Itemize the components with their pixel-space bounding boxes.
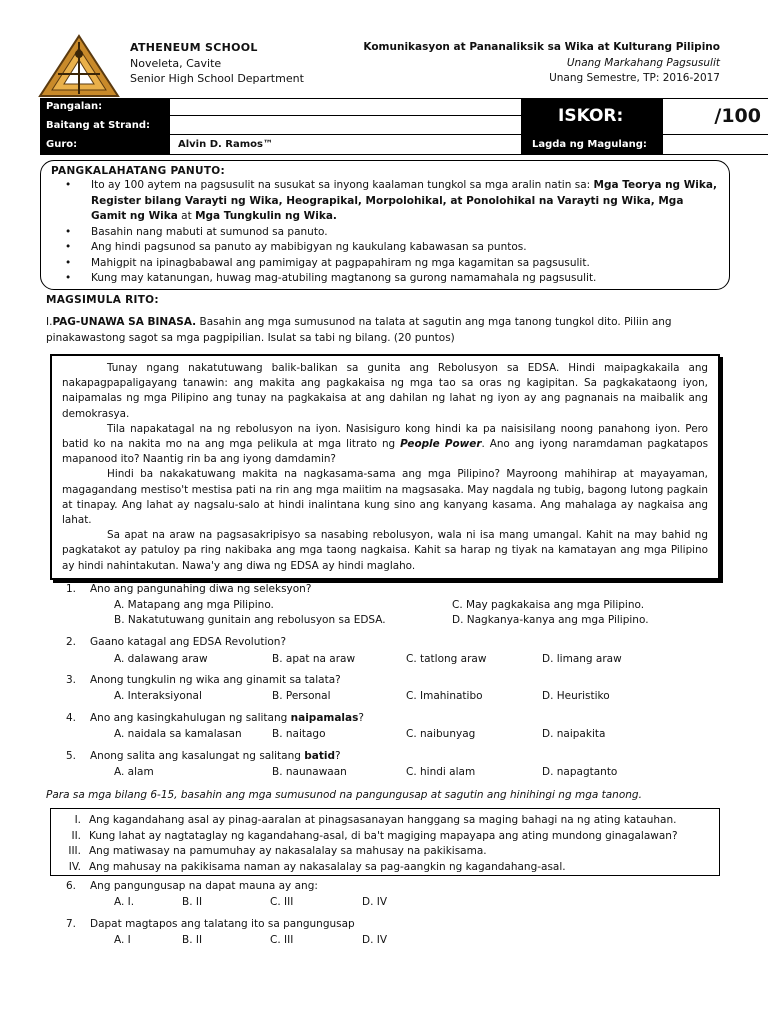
answer-option[interactable]: A. alam bbox=[114, 766, 154, 778]
school-name: ATHENEUM SCHOOL bbox=[130, 41, 258, 54]
answer-option[interactable]: C. hindi alam bbox=[406, 766, 476, 778]
directions-item: • Ito ay 100 aytem na pagsusulit na susukat sa inyong kaalaman tungkol sa mga aralin natin sa: Mga Teorya ng Wika, Register bilang Varayti ng Wika, Heograpikal, Morpolohikal, at Ponolohikal na Varayti ng Wika, Mga Gamit ng Wika at Mga Tungkulin ng Wika. bbox=[51, 178, 719, 225]
answer-option[interactable]: D. naipakita bbox=[542, 728, 606, 740]
answer-option[interactable]: C. Imahinatibo bbox=[406, 690, 483, 702]
school-info bbox=[130, 40, 304, 87]
directions-title: PANGKALAHATANG PANUTO: bbox=[51, 165, 226, 177]
directions-item: • Ang hindi pagsunod sa panuto ay mabibigyan ng kaukulang kabawasan sa puntos. bbox=[51, 240, 719, 256]
part-instructions-6-15: Para sa mga bilang 6-15, basahin ang mga sumusunod na pangungusap at sagutin ang hinihingi ng mga tanong. bbox=[46, 789, 642, 801]
name-field[interactable] bbox=[170, 98, 522, 116]
answer-option[interactable]: C. naibunyag bbox=[406, 728, 476, 740]
teacher-label: Guro: bbox=[40, 135, 170, 155]
answer-option[interactable]: C. III bbox=[270, 934, 294, 946]
passage-paragraph: Sa apat na araw na pagsasakripisyo sa nasabing rebolusyon, wala ni isa mang umangal. Kahit na may bahid ng pagkatakot ay patuloy pa ring nakibaka ang mga taong nagkaisa. Kahit sa harap ng tiyak na kamatayan ang mga Pilipino ay hindi nahintakutan. Nawa'y ang diwa ng EDSA ay hindi maglaho. bbox=[62, 529, 708, 572]
general-directions bbox=[40, 160, 730, 290]
grade-strand-label: Baitang at Strand: bbox=[40, 116, 170, 135]
passage-paragraph: Tila napakatagal na ng rebolusyon na iyon. Nasisiguro kong hindi ka pa naisisilang noong panahong iyon. Pero batid ko na nakita mo na ang mga pelikula at mga litrato ng People Power. Ano ang iyong naramdaman pagkatapos mapanood ito? Naantig rin ba ang iyong damdamin? bbox=[62, 422, 708, 466]
grade-strand-field[interactable] bbox=[170, 116, 522, 135]
exam-info bbox=[363, 40, 720, 87]
answer-option[interactable]: B. II bbox=[182, 896, 203, 908]
exam-type: Unang Markahang Pagsusulit bbox=[566, 56, 720, 69]
sentence-row: III. Ang matiwasay na pamumuhay ay nakasalalay sa mahusay na pakikisama. bbox=[68, 845, 487, 857]
reading-passage bbox=[50, 354, 720, 580]
directions-item: • Kung may katanungan, huwag mag-atubiling magtanong sa gurong namamahala ng pagsusulit. bbox=[51, 271, 719, 287]
directions-item: • Basahin nang mabuti at sumunod sa panuto. bbox=[51, 225, 719, 241]
part1-title: PAG-UNAWA SA BINASA. bbox=[52, 316, 197, 328]
answer-option[interactable]: C. May pagkakaisa ang mga Pilipino. bbox=[452, 599, 645, 611]
answer-option[interactable]: A. I bbox=[114, 934, 131, 946]
name-label: Pangalan: bbox=[40, 98, 170, 116]
teacher-field: Alvin D. Ramos™ bbox=[170, 135, 522, 155]
sentence-row: I. Ang kagandahang asal ay pinag-aaralan at pinagsasanayan hanggang sa maging bahagi na ng ating katauhan. bbox=[74, 814, 677, 826]
student-info-table bbox=[40, 98, 761, 156]
passage-paragraph: Tunay ngang nakatutuwang balik-balikan sa gunita ang Rebolusyon sa EDSA. Hindi maipagkakaila ang nakapagpapaligayang tanawin: ang makita ang pagkakaisa ng mga tao sa oras ng kagipitan. Sa pagkakataong iyon, naipamalas ng mga Pilipino ang tunay na pagkakaisa at ang dahilan ng lahat ng iyon ay ang pagnanais na maibalik ang demokrasya. bbox=[62, 362, 708, 420]
exam-page: ATHENEUM SCHOOL Noveleta, Cavite Senior High School Department Komunikasyon at Pananaliksik sa Wika at Kulturang Pilipino Unang Markahang Pagsusulit Unang Semestre, TP: 2016-2017 Pangalan: Baitang at Strand: Guro: Alvin D. Ramos™ ISKOR: /100 Lagda ng Magulang: PANGKALAHATANG PANUTO: • Ito ay 100 aytem na pagsusulit na susukat sa inyong kaalaman tungkol sa mga aralin natin sa: Mga Teorya ng Wika, Register bilang Varayti ng Wika, Heograpikal, Morpolohikal, at Ponolohikal na Varayti ng Wika, Mga Gamit ng Wika at Mga Tungkulin ng Wika. • Basahin nang mabuti at sumunod sa panuto. • Ang hindi pagsunod sa panuto ay mabibigyan ng kaukulang kabawasan sa puntos. • Mahigpit na ipinagbabawal ang pamimigay at pagpapahiram ng mga kagamitan sa pagsusulit. • Kung may katanungan, huwag mag-atubiling magtanong sa gurong namamahala ng pagsusulit. MAGSIMULA RITO: I.PAG-UNAWA SA BINASA. Basahin ang mga sumusunod na talata at sagutin ang mga tanong tungkol dito. Piliin ang pinakawastong sagot sa mga pagpipilian. Isulat sa tabi ng bilang. (20 puntos) Tunay ngang nakatutuwang balik-balikan sa gunita ang Rebolusyon sa EDSA. Hindi maipagkakaila ang nakapagpapaligayang tanawin: ang makita ang pagkakaisa ng mga tao sa oras ng kagipitan. Sa pagkakataong iyon, naipamalas ng mga Pilipino ang tunay na pagkakaisa at ang dahilan ng lahat ng iyon ay ang pagnanais na maibalik ang demokrasya. Tila napakatagal na ng rebolusyon na iyon. Nasisiguro kong hindi ka pa naisisilang noong panahong iyon. Pero batid ko na nakita mo na ang mga pelikula at mga litrato ng People Power. Ano ang iyong naramdaman pagkatapos mapanood ito? Naantig rin ba ang iyong damdamin? Hindi ba nakakatuwang makita na nagkasama-sama ang mga Pilipino? Mayroong mahihirap at mayayaman, magagandang mestiso't mestisa pati na rin ang mga maiitim na magsasaka. May nagdala ng tubig, bagong lutong pagkain at tinapay. Ang lahat ay nagsalu-salo at hindi inalintana kung sino ang kanyang kasama. Ang mahalaga ay nagkaisa ang lahat. Sa apat na araw na pagsasakripisyo sa nasabing rebolusyon, wala ni isa mang umangal. Kahit na may bahid ng pagkatakot ay patuloy pa ring nakibaka ang mga taong nagkaisa. Kahit sa harap ng tiyak na kamatayan ang mga Pilipino ay hindi nahintakutan. Nawa'y ang diwa ng EDSA ay hindi maglaho. 1. Ano ang pangunahing diwa ng seleksyon? A. Matapang ang mga Pilipino. C. May pagkakaisa ang mga Pilipino. B. Nakatutuwang gunitain ang rebolusyon sa EDSA. D. Nagkanya-kanya ang mga Pilipino. 2. Gaano katagal ang EDSA Revolution? A. dalawang araw B. apat na araw C. tatlong araw D. limang araw 3. Anong tungkulin ng wika ang ginamit sa talata? A. Interaksiyonal B. Personal C. Imahinatibo D. Heuristiko 4. Ano ang kasingkahulugan ng salitang naipamalas? A. naidala sa kamalasan B. naitago C. naibunyag D. naipakita 5. Anong salita ang kasalungat ng salitang batid? A. alam B. naunawaan C. hindi alam D. napagtanto Para sa mga bilang 6-15, basahin ang mga sumusunod na pangungusap at sagutin ang hinihingi ng mga tanong. I. Ang kagandahang asal ay pinag-aaralan at pinagsasanayan hanggang sa maging bahagi na ng ating katauhan. II. Kung lahat ay nagtataglay ng kagandahang-asal, di ba't magiging mapayapa ang ating mundong ginagalawan? III. Ang matiwasay na pamumuhay ay nakasalalay sa mahusay na pakikisama. IV. Ang mahusay na pakikisama naman ay nakasalalay sa pag-aangkin ng kagandahang-asal. 6. Ang pangungusap na dapat mauna ay ang: A. I. B. II C. III D. IV 7. Dapat magtapos ang talatang ito sa pangungusap A. I B. II C. III D. IV bbox=[0, 0, 768, 1024]
department: Senior High School Department bbox=[130, 72, 304, 85]
answer-option[interactable]: D. Nagkanya-kanya ang mga Pilipino. bbox=[452, 614, 649, 626]
answer-option[interactable]: A. I. bbox=[114, 896, 135, 908]
answer-option[interactable]: D. IV bbox=[362, 934, 388, 946]
sentence-row: IV. Ang mahusay na pakikisama naman ay nakasalalay sa pag-aangkin ng kagandahang-asal. bbox=[68, 860, 566, 873]
answer-option[interactable]: D. limang araw bbox=[542, 653, 622, 665]
answer-option[interactable]: A. Interaksiyonal bbox=[114, 690, 202, 702]
answer-option[interactable]: A. Matapang ang mga Pilipino. bbox=[114, 599, 274, 611]
answer-option[interactable]: C. III bbox=[270, 896, 294, 908]
answer-option[interactable]: A. dalawang araw bbox=[114, 653, 208, 665]
answer-option[interactable]: B. naunawaan bbox=[272, 766, 347, 778]
semester: Unang Semestre, TP: 2016-2017 bbox=[549, 72, 720, 84]
school-location: Noveleta, Cavite bbox=[130, 56, 222, 70]
start-heading: MAGSIMULA RITO: bbox=[46, 294, 159, 306]
answer-option[interactable]: B. naitago bbox=[272, 728, 326, 740]
answer-option[interactable]: D. Heuristiko bbox=[542, 690, 610, 702]
answer-option[interactable]: D. napagtanto bbox=[542, 766, 618, 778]
score-field[interactable]: /100 bbox=[662, 98, 768, 135]
passage-paragraph: Hindi ba nakakatuwang makita na nagkasama-sama ang mga Pilipino? Mayroong mahihirap at mayayaman, magagandang mestiso't mestisa pati na rin ang mga maiitim na magsasaka. May nagdala ng tubig, bagong lutong pagkain at tinapay. Ang lahat ay nagsalu-salo at hindi inalintana kung sino ang kanyang kasama. Ang mahalaga ay nagkaisa ang lahat. bbox=[62, 468, 708, 527]
parent-signature-field[interactable] bbox=[662, 135, 768, 155]
part1-instructions: I.PAG-UNAWA SA BINASA. Basahin ang mga sumusunod na talata at sagutin ang mga tanong tungkol dito. Piliin ang pinakawastong sagot sa mga pagpipilian. Isulat sa tabi ng bilang. (20 puntos) bbox=[46, 316, 672, 344]
sentence-row: II. Kung lahat ay nagtataglay ng kagandahang-asal, di ba't magiging mapayapa ang ating mundong ginagalawan? bbox=[71, 829, 678, 842]
school-logo-icon bbox=[38, 34, 120, 98]
score-label: ISKOR: bbox=[522, 98, 662, 135]
directions-item: • Mahigpit na ipinagbabawal ang pamimigay at pagpapahiram ng mga kagamitan sa pagsusulit. bbox=[51, 256, 719, 272]
answer-option[interactable]: D. IV bbox=[362, 896, 388, 908]
sentences-box bbox=[50, 808, 720, 876]
answer-option[interactable]: B. Nakatutuwang gunitain ang rebolusyon sa EDSA. bbox=[114, 614, 386, 626]
parent-signature-label: Lagda ng Magulang: bbox=[522, 135, 662, 155]
answer-option[interactable]: B. apat na araw bbox=[272, 653, 356, 665]
answer-option[interactable]: B. II bbox=[182, 934, 203, 946]
answer-option[interactable]: A. naidala sa kamalasan bbox=[114, 728, 242, 740]
answer-option[interactable]: C. tatlong araw bbox=[406, 653, 487, 665]
exam-subject: Komunikasyon at Pananaliksik sa Wika at Kulturang Pilipino bbox=[363, 41, 720, 53]
answer-option[interactable]: B. Personal bbox=[272, 690, 331, 702]
